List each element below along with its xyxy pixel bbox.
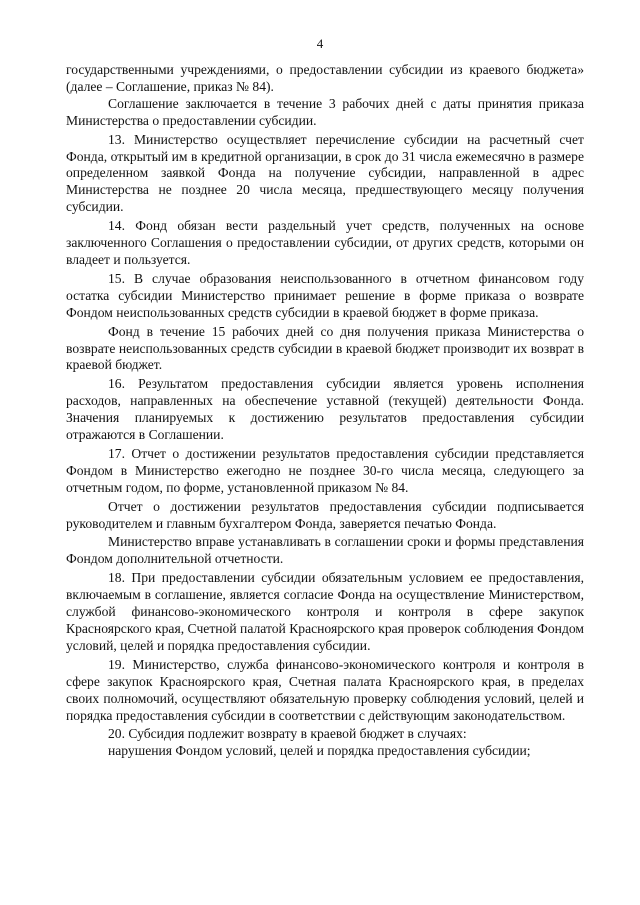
paragraph-15-unused-balance: 15. В случае образования неиспользованного в отчетном финансовом году остатка субсидии Министерство принимает решение в форме приказа о возврате Фондом неиспользованных средств субсидии в краевой бюджет в форме приказа. — [66, 270, 584, 320]
paragraph-agreement-term: Соглашение заключается в течение 3 рабочих дней с даты принятия приказа Министерства о предоставлении субсидии. — [66, 95, 584, 128]
paragraph-14-separate-accounting: 14. Фонд обязан вести раздельный учет средств, полученных на основе заключенного Соглашения о предоставлении субсидии, от других средств, которыми он владеет и пользуется. — [66, 218, 584, 267]
paragraph-refund-term: Фонд в течение 15 рабочих дней со дня получения приказа Министерства о возврате неиспользованных средств субсидии в краевой бюджет производит их возврат в краевой бюджет. — [66, 323, 584, 373]
document-body — [66, 62, 584, 760]
paragraph-violation-case: нарушения Фондом условий, целей и порядка предоставления субсидии; — [108, 743, 531, 759]
paragraph-agreement-reference: государственными учреждениями, о предоставлении субсидии из краевого бюджета» (далее – Соглашение, приказ № 84). — [66, 62, 584, 94]
paragraph-additional-reporting: Министерство вправе устанавливать в соглашении сроки и формы представления Фондом дополнительной отчетности. — [66, 534, 584, 567]
paragraph-report-signature: Отчет о достижении результатов предоставления субсидии подписывается руководителем и главным бухгалтером Фонда, заверяется печатью Фонда. — [66, 498, 584, 531]
paragraph-17-report: 17. Отчет о достижении результатов предоставления субсидии представляется Фондом в Министерство ежегодно не позднее 30-го числа месяца, следующего за отчетным годом, по форме, установленной приказом № 84. — [66, 445, 584, 495]
paragraph-18-consent: 18. При предоставлении субсидии обязательным условием ее предоставления, включаемым в соглашение, является согласие Фонда на осуществление Министерством, службой финансово-экономического контроля и контроля в сфере закупок Красноярского края, Счетной палатой Красноярского края проверок соблюдения Фондом условий, целей и порядка предоставления субсидии. — [66, 570, 584, 653]
paragraph-16-result: 16. Результатом предоставления субсидии является уровень исполнения расходов, направленных на обеспечение уставной (текущей) деятельности Фонда. Значения планируемых к достижению результатов предоставления субсидии отражаются в Соглашении. — [66, 376, 584, 443]
page-number: 4 — [316, 36, 324, 51]
paragraph-20-return: 20. Субсидия подлежит возврату в краевой бюджет в случаях: — [108, 726, 467, 742]
paragraph-13-subsidy-transfer: 13. Министерство осуществляет перечисление субсидии на расчетный счет Фонда, открытый им в кредитной организации, в срок до 31 числа ежемесячно в размере определенном заявкой Фонда на получение субсидии, направленной в адрес Министерства не позднее 20 числа месяца, предшествующего месяцу получения субсидии. — [66, 131, 584, 215]
paragraph-19-control: 19. Министерство, служба финансово-экономического контроля и контроля в сфере закупок Красноярского края, Счетная палата Красноярского края, в пределах своих полномочий, осуществляют обязательную проверку соблюдения условий, целей и порядка предоставления субсидии в соответствии с действующим законодательством. — [66, 656, 584, 723]
